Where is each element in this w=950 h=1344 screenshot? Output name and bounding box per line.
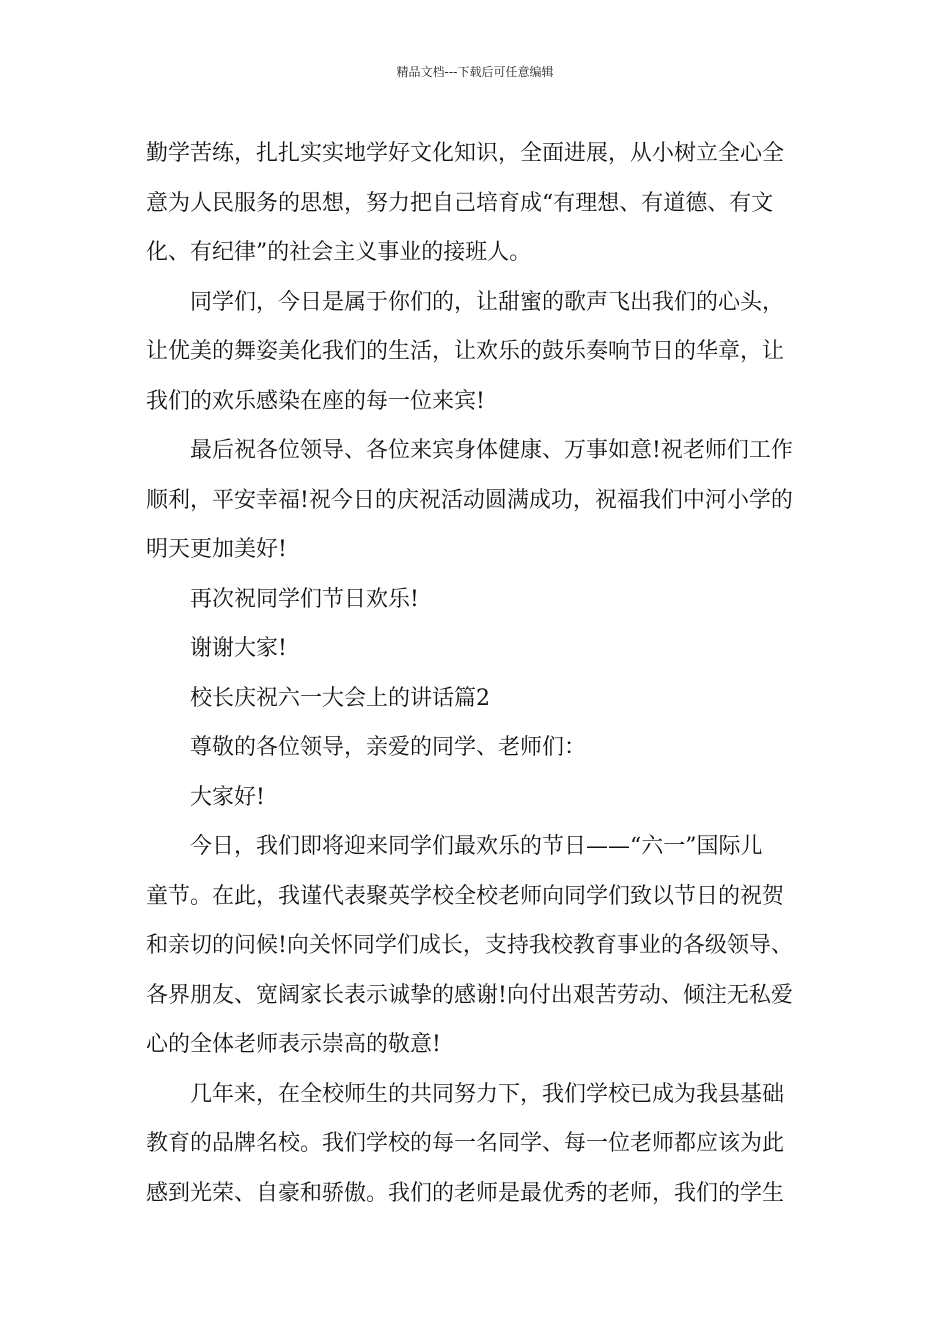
paragraph-line: 化、有纪律”的社会主义事业的接班人。	[146, 240, 532, 265]
paragraph-line: 让优美的舞姿美化我们的生活，让欢乐的鼓乐奏响节日的华章，让	[146, 339, 785, 364]
salutation: 尊敬的各位领导，亲爱的同学、老师们：	[190, 735, 587, 760]
paragraph-line: 我们的欢乐感染在座的每一位来宾!	[146, 388, 485, 414]
page-header: 精品文档---下载后可任意编辑	[396, 65, 554, 79]
paragraph-line: 再次祝同学们节日欢乐!	[190, 586, 419, 612]
paragraph-line: 和亲切的问候!向关怀同学们成长，支持我校教育事业的各级领导、	[146, 933, 793, 958]
section-heading: 校长庆祝六一大会上的讲话篇2	[190, 685, 490, 711]
paragraph-line: 今日，我们即将迎来同学们最欢乐的节日——“六一”国际儿	[190, 834, 763, 859]
paragraph-line: 勤学苦练，扎扎实实地学好文化知识，全面进展，从小树立全心全	[146, 141, 785, 166]
paragraph-line: 几年来，在全校师生的共同努力下，我们学校已成为我县基础	[190, 1081, 785, 1107]
paragraph-line: 明天更加美好!	[146, 537, 287, 562]
document-body	[146, 129, 810, 1218]
paragraph-line: 最后祝各位领导、各位来宾身体健康、万事如意!祝老师们工作	[190, 438, 793, 463]
greeting: 大家好!	[190, 784, 265, 810]
paragraph-line: 教育的品牌名校。我们学校的每一名同学、每一位老师都应该为此	[146, 1131, 785, 1156]
paragraph-line: 童节。在此，我谨代表聚英学校全校老师向同学们致以节日的祝贺	[146, 883, 785, 909]
paragraph-line: 谢谢大家!	[190, 636, 287, 661]
paragraph-line: 心的全体老师表示崇高的敬意!	[146, 1032, 441, 1057]
paragraph-line: 同学们，今日是属于你们的，让甜蜜的歌声飞出我们的心头，	[190, 289, 785, 315]
paragraph-line: 意为人民服务的思想，努力把自己培育成“有理想、有道德、有文	[146, 190, 774, 216]
paragraph-line: 顺利，平安幸福!祝今日的庆祝活动圆满成功，祝福我们中河小学的	[146, 487, 793, 513]
paragraph-line: 感到光荣、自豪和骄傲。我们的老师是最优秀的老师，我们的学生	[146, 1180, 785, 1206]
paragraph-line: 各界朋友、宽阔家长表示诚挚的感谢!向付出艰苦劳动、倾注无私爱	[146, 982, 793, 1008]
